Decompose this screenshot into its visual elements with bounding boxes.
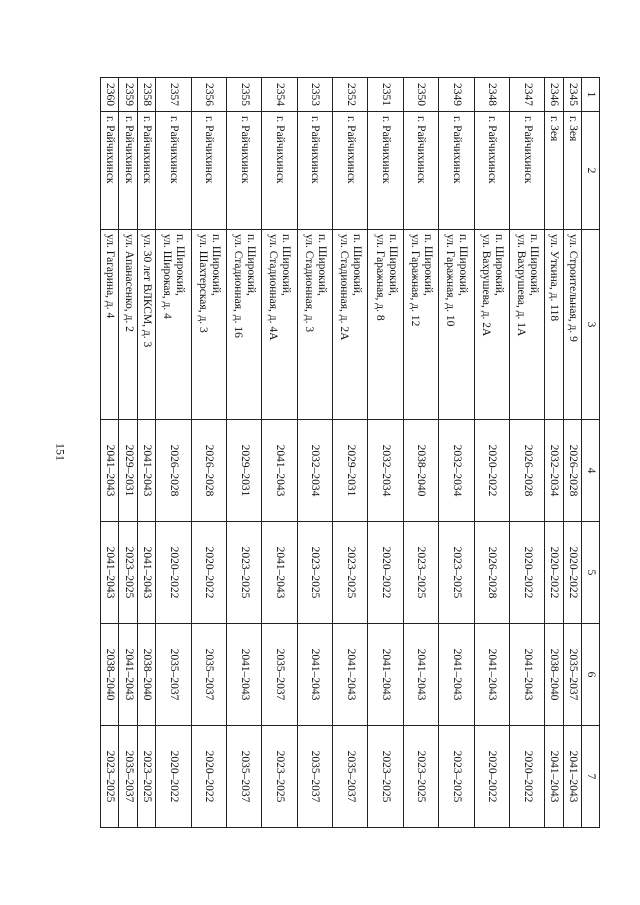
row-address (509, 230, 544, 420)
row-number: 2353 (297, 78, 332, 112)
row-address (563, 230, 581, 420)
row-address (474, 230, 509, 420)
row-city: г. Райчихинск (333, 112, 368, 230)
row-number: 2354 (262, 78, 297, 112)
row-city: г. Райчихинск (403, 112, 438, 230)
address-line: ул. Вахрушева, д. 1А (515, 234, 528, 337)
row-number: 2359 (119, 78, 137, 112)
period-col-5: 2020–2022 (191, 522, 226, 624)
address-line: п. Широкий, (174, 234, 187, 296)
table-row (474, 78, 509, 828)
table-row (403, 78, 438, 828)
address-line: п. Широкий, (386, 234, 399, 296)
period-col-4: 2026–2028 (563, 420, 581, 522)
table-row (439, 78, 474, 828)
period-col-5: 2023–2025 (119, 522, 137, 624)
period-col-5: 2023–2025 (226, 522, 261, 624)
period-col-5: 2020–2022 (156, 522, 191, 624)
address-line: ул. Гаражная, д. 10 (444, 234, 457, 327)
table-row (101, 78, 120, 828)
address-line: ул. Апанасенко, д. 2 (122, 234, 135, 332)
row-address (403, 230, 438, 420)
table-row (226, 78, 261, 828)
period-col-4: 2026–2028 (509, 420, 544, 522)
row-city: г. Райчихинск (439, 112, 474, 230)
period-col-5: 2020–2022 (563, 522, 581, 624)
period-col-4: 2032–2034 (368, 420, 403, 522)
period-col-7: 2020–2022 (509, 726, 544, 828)
address-line: ул. Стадионная, д. 3 (302, 234, 315, 333)
address-line: п. Широкий, (280, 234, 293, 296)
period-col-4: 2032–2034 (439, 420, 474, 522)
address-line: п. Широкий, (209, 234, 222, 296)
address-line: ул. Шахтерская, д. 3 (196, 234, 209, 333)
column-header: 7 (582, 726, 600, 828)
period-col-7: 2023–2025 (101, 726, 120, 828)
row-address (333, 230, 368, 420)
table-body (101, 78, 582, 828)
table-row (191, 78, 226, 828)
table-row (368, 78, 403, 828)
row-address (119, 230, 137, 420)
address-line: ул. Стадионная, д. 16 (232, 234, 245, 338)
period-col-7: 2023–2025 (137, 726, 155, 828)
period-col-4: 2038–2040 (403, 420, 438, 522)
schedule-table (100, 77, 600, 828)
period-col-4: 2026–2028 (191, 420, 226, 522)
table-row (509, 78, 544, 828)
period-col-6: 2035–2037 (191, 624, 226, 726)
row-number: 2345 (563, 78, 581, 112)
row-number: 2346 (545, 78, 563, 112)
row-number: 2348 (474, 78, 509, 112)
period-col-6: 2041–2043 (368, 624, 403, 726)
period-col-6: 2035–2037 (563, 624, 581, 726)
period-col-7: 2035–2037 (333, 726, 368, 828)
row-city: г. Зея (545, 112, 563, 230)
row-address (226, 230, 261, 420)
row-city: г. Райчихинск (137, 112, 155, 230)
row-number: 2347 (509, 78, 544, 112)
period-col-5: 2041–2043 (101, 522, 120, 624)
address-line: ул. Уткина, д. 118 (548, 234, 561, 322)
row-city: г. Райчихинск (474, 112, 509, 230)
period-col-6: 2038–2040 (101, 624, 120, 726)
row-number: 2350 (403, 78, 438, 112)
address-line: ул. Вахрушева, д. 2А (479, 234, 492, 337)
address-line: п. Широкий, (492, 234, 505, 296)
period-col-5: 2023–2025 (439, 522, 474, 624)
period-col-4: 2026–2028 (156, 420, 191, 522)
period-col-7: 2023–2025 (439, 726, 474, 828)
row-number: 2349 (439, 78, 474, 112)
row-address (156, 230, 191, 420)
row-city: г. Райчихинск (156, 112, 191, 230)
table-row (297, 78, 332, 828)
address-line: п. Широкий, (351, 234, 364, 296)
period-col-4: 2032–2034 (545, 420, 563, 522)
period-col-6: 2035–2037 (262, 624, 297, 726)
address-line: п. Широкий, (315, 234, 328, 296)
row-address (545, 230, 563, 420)
period-col-7: 2020–2022 (474, 726, 509, 828)
row-address (101, 230, 120, 420)
table-row (563, 78, 581, 828)
period-col-6: 2041–2043 (226, 624, 261, 726)
period-col-6: 2041–2043 (333, 624, 368, 726)
row-number: 2356 (191, 78, 226, 112)
period-col-5: 2041–2043 (137, 522, 155, 624)
period-col-5: 2026–2028 (474, 522, 509, 624)
column-header: 6 (582, 624, 600, 726)
period-col-4: 2020–2022 (474, 420, 509, 522)
period-col-4: 2029–2031 (226, 420, 261, 522)
address-line: ул. Гагарина, д. 4 (104, 234, 117, 319)
period-col-7: 2035–2037 (226, 726, 261, 828)
period-col-6: 2038–2040 (545, 624, 563, 726)
table-row (545, 78, 563, 828)
row-city: г. Райчихинск (368, 112, 403, 230)
address-line: ул. Стадионная, д. 4А (267, 234, 280, 341)
row-number: 2357 (156, 78, 191, 112)
period-col-7: 2035–2037 (297, 726, 332, 828)
table-row (119, 78, 137, 828)
period-col-6: 2035–2037 (156, 624, 191, 726)
column-header: 3 (582, 230, 600, 420)
period-col-5: 2023–2025 (403, 522, 438, 624)
column-header: 2 (582, 112, 600, 230)
table-row (262, 78, 297, 828)
row-address (368, 230, 403, 420)
address-line: ул. 30 лет ВЛКСМ, д. 3 (141, 234, 154, 348)
period-col-6: 2041–2043 (439, 624, 474, 726)
address-line: п. Широкий, (245, 234, 258, 296)
row-city: г. Райчихинск (191, 112, 226, 230)
period-col-4: 2041–2043 (101, 420, 120, 522)
table-row (137, 78, 155, 828)
period-col-5: 2020–2022 (368, 522, 403, 624)
period-col-5: 2023–2025 (333, 522, 368, 624)
row-city: г. Райчихинск (101, 112, 120, 230)
row-address (191, 230, 226, 420)
address-line: ул. Стадионная, д. 2А (338, 234, 351, 341)
row-city: г. Райчихинск (509, 112, 544, 230)
header-row (582, 78, 600, 828)
table-row (333, 78, 368, 828)
period-col-6: 2041–2043 (474, 624, 509, 726)
row-city: г. Райчихинск (226, 112, 261, 230)
address-line: п. Широкий, (457, 234, 470, 296)
address-line: ул. Широкая, д. 4 (161, 234, 174, 319)
address-line: ул. Гаражная, д. 12 (409, 234, 421, 327)
row-number: 2355 (226, 78, 261, 112)
row-city: г. Райчихинск (297, 112, 332, 230)
period-col-4: 2032–2034 (297, 420, 332, 522)
rotated-table-wrapper (100, 77, 600, 827)
row-city: г. Райчихинск (119, 112, 137, 230)
row-city: г. Райчихинск (262, 112, 297, 230)
period-col-7: 2041–2043 (545, 726, 563, 828)
period-col-7: 2035–2037 (119, 726, 137, 828)
page-number: 151 (53, 443, 68, 461)
table-row (156, 78, 191, 828)
period-col-4: 2041–2043 (137, 420, 155, 522)
period-col-6: 2041–2043 (119, 624, 137, 726)
row-city: г. Зея (563, 112, 581, 230)
row-number: 2358 (137, 78, 155, 112)
period-col-7: 2023–2025 (403, 726, 438, 828)
period-col-6: 2041–2043 (509, 624, 544, 726)
period-col-4: 2029–2031 (119, 420, 137, 522)
address-line: ул. Гаражная, д. 8 (373, 234, 386, 321)
column-header: 5 (582, 522, 600, 624)
period-col-7: 2020–2022 (156, 726, 191, 828)
row-number: 2351 (368, 78, 403, 112)
row-address (137, 230, 155, 420)
column-header: 4 (582, 420, 600, 522)
period-col-5: 2020–2022 (509, 522, 544, 624)
row-number: 2352 (333, 78, 368, 112)
period-col-7: 2020–2022 (191, 726, 226, 828)
row-address (439, 230, 474, 420)
period-col-5: 2020–2022 (545, 522, 563, 624)
period-col-5: 2041–2043 (262, 522, 297, 624)
address-line: п. Широкий, (528, 234, 541, 296)
row-address (262, 230, 297, 420)
period-col-6: 2038–2040 (137, 624, 155, 726)
period-col-4: 2029–2031 (333, 420, 368, 522)
column-header: 1 (582, 78, 600, 112)
period-col-7: 2023–2025 (262, 726, 297, 828)
period-col-7: 2023–2025 (368, 726, 403, 828)
address-line: п. Широкий, (422, 234, 434, 296)
period-col-5: 2023–2025 (297, 522, 332, 624)
address-line: ул. Строительная, д. 9 (566, 234, 579, 342)
row-number: 2360 (101, 78, 120, 112)
period-col-6: 2041–2043 (297, 624, 332, 726)
period-col-6: 2041–2043 (403, 624, 438, 726)
period-col-4: 2041–2043 (262, 420, 297, 522)
period-col-7: 2041–2043 (563, 726, 581, 828)
row-address (297, 230, 332, 420)
